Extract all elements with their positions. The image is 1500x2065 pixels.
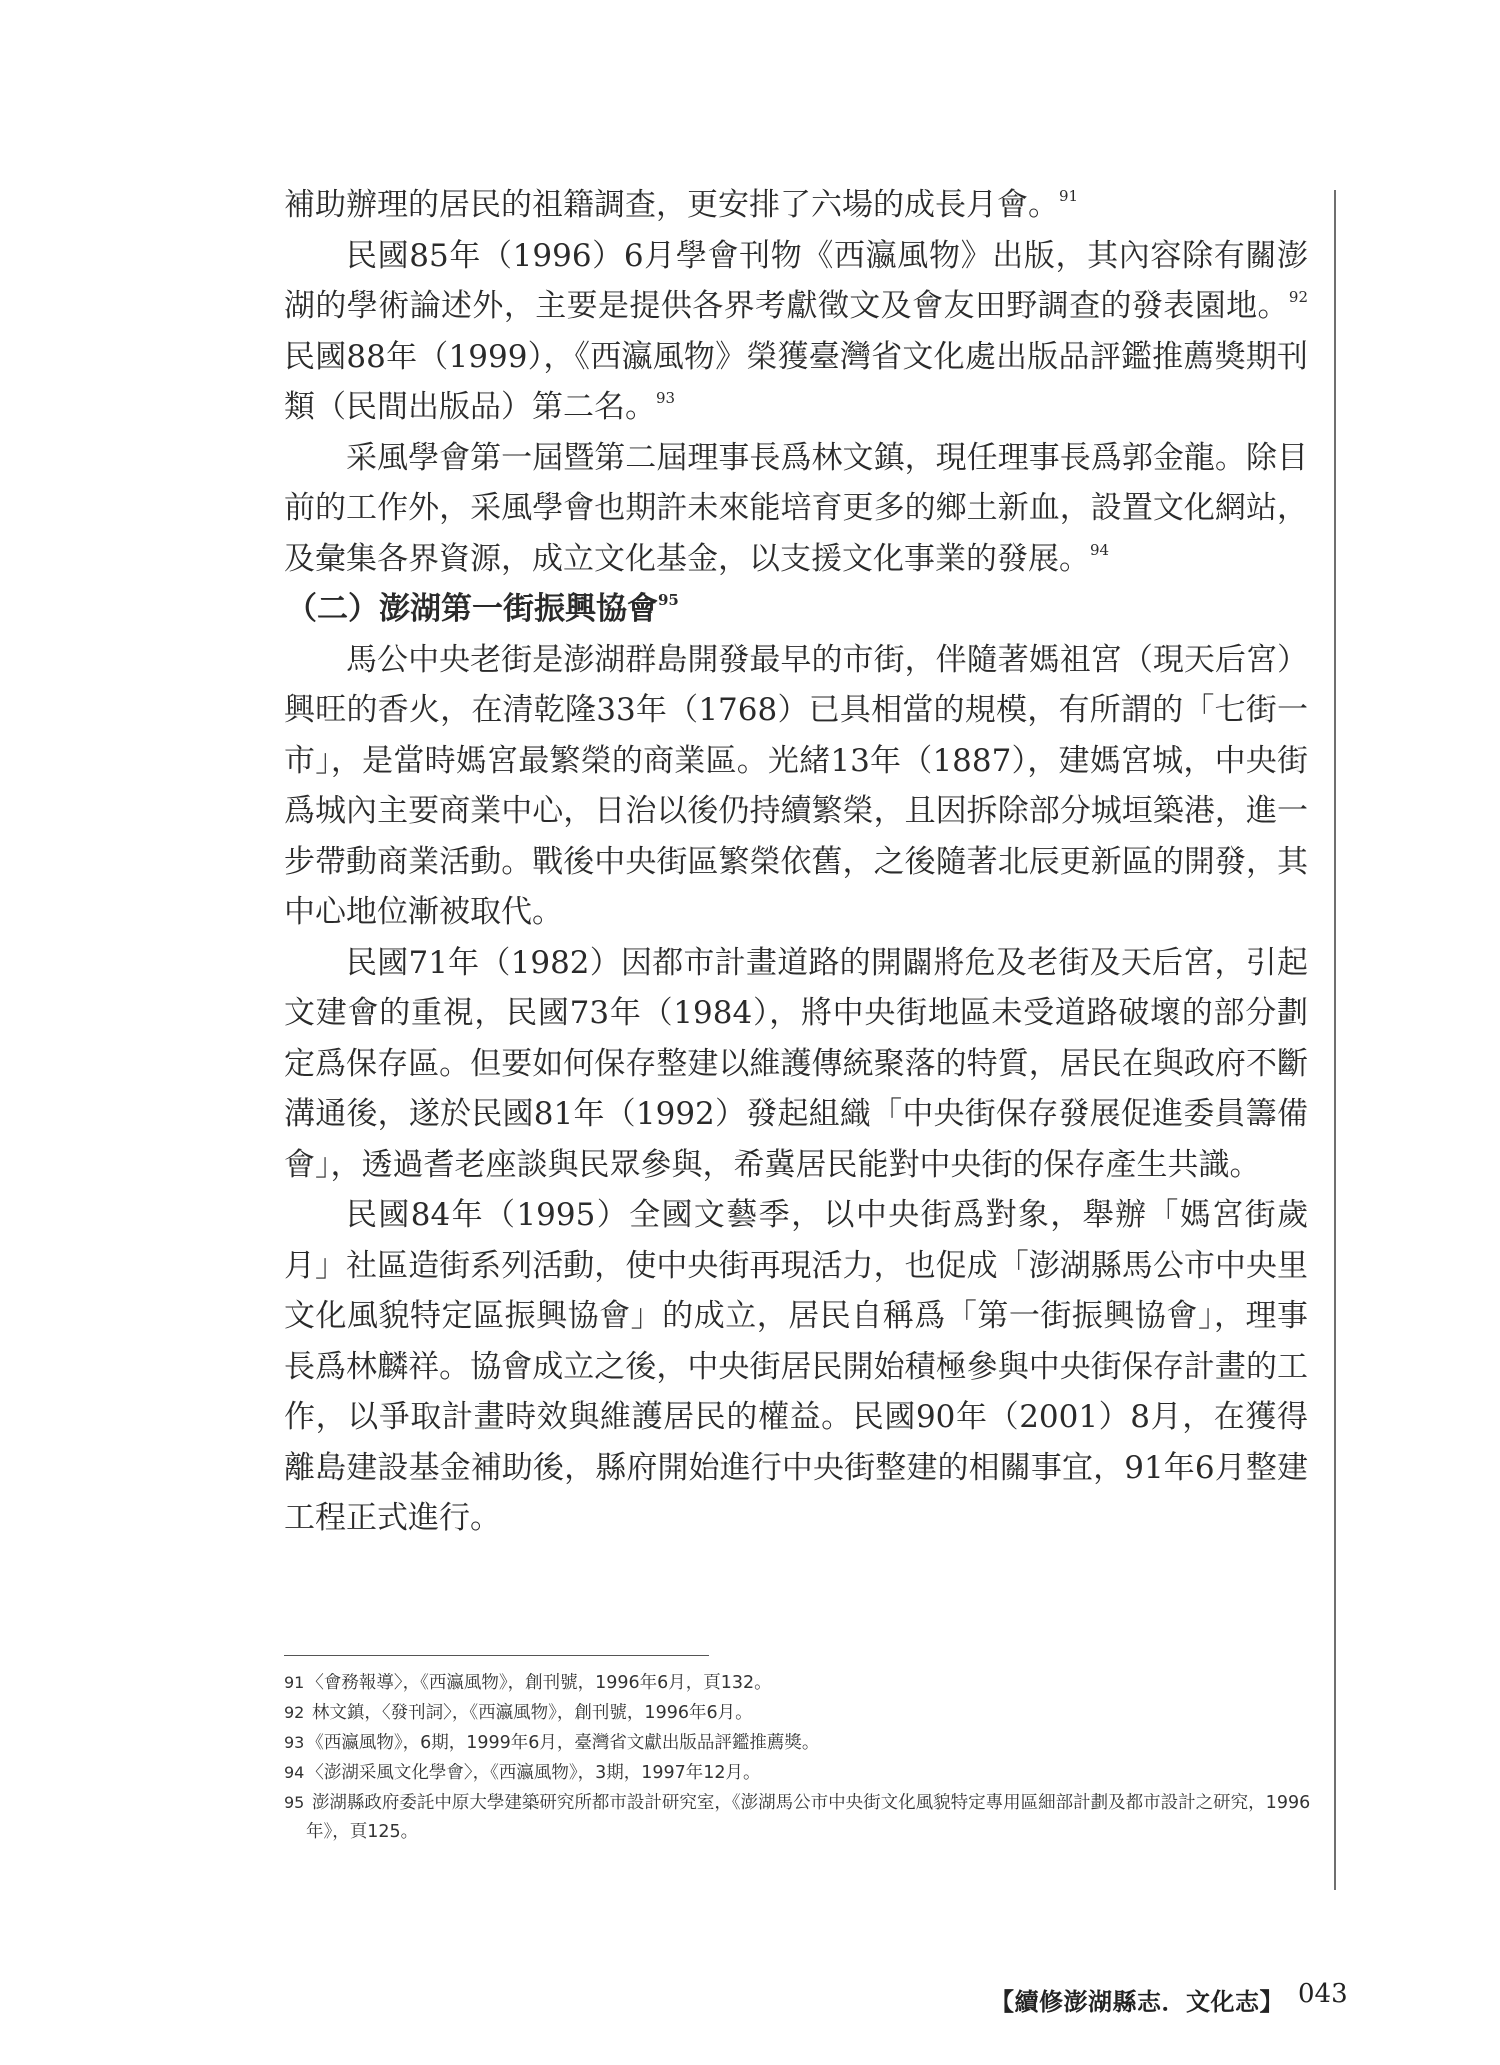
- footnote-ref: 92: [1288, 288, 1308, 306]
- footnote: 91 〈會務報導〉，《西瀛風物》，創刊號，1996年6月，頁132。: [284, 1673, 772, 1693]
- footnote-ref: 91: [1059, 187, 1079, 205]
- footnote: 93 《西瀛風物》，6期，1999年6月，臺灣省文獻出版品評鑑推薦獎。: [284, 1733, 820, 1753]
- footnote-ref: 93: [656, 389, 676, 407]
- footnote: 92 林文鎮，〈發刊詞〉，《西瀛風物》，創刊號，1996年6月。: [284, 1703, 753, 1723]
- footnote: 94 〈澎湖采風文化學會〉，《西瀛風物》，3期，1997年12月。: [284, 1763, 761, 1783]
- paragraph: 民國84年（1995）全國文藝季，以中央街爲對象，舉辦「媽宮街歲月」社區造街系列活動，使中央街再現活力，也促成「澎湖縣馬公市中央里文化風貌特定區振興協會」的成立，居民自稱爲「第一街振興協會」，理事長爲林麟祥。協會成立之後，中央街居民開始積極參與中央街保存計畫的工作，以爭取計畫時效與維護居民的權益。民國90年（2001）8月，在獲得離島建設基金補助後，縣府開始進行中央街整建的相關事宜，91年6月整建工程正式進行。: [284, 1197, 1308, 1536]
- paragraph-continuation: 補助辦理的居民的祖籍調查，更安排了六場的成長月會。$^{91}$: [284, 187, 1079, 223]
- paragraph: 采風學會第一屆暨第二屆理事長爲林文鎮，現任理事長爲郭金龍。除目前的工作外，采風學會也期許未來能培育更多的鄉土新血，設置文化網站，及彙集各界資源，成立文化基金，以支援文化事業的發展。$^{94}$: [284, 439, 1308, 577]
- paragraph: 馬公中央老街是澎湖群島開發最早的市街，伴隨著媽祖宮（現天后宮）興旺的香火，在清乾隆33年（1768）已具相當的規模，有所謂的「七街一市」，是當時媽宮最繁榮的商業區。光緒13年（1887），建媽宮城，中央街爲城內主要商業中心，日治以後仍持續繁榮，且因拆除部分城垣築港，進一步帶動商業活動。戰後中央街區繁榮依舊，之後隨著北辰更新區的開發，其中心地位漸被取代。: [284, 641, 1308, 930]
- margin-rule: [1334, 190, 1336, 1890]
- footnote-separator: [284, 1655, 709, 1656]
- paragraph: 民國71年（1982）因都市計畫道路的開闢將危及老街及天后宮，引起文建會的重視，民國73年（1984），將中央街地區未受道路破壞的部分劃定爲保存區。但要如何保存整建以維護傳統聚落的特質，居民在與政府不斷溝通後，遂於民國81年（1992）發起組織「中央街保存發展促進委員籌備會」，透過耆老座談與民眾參與，希冀居民能對中央街的保存產生共識。: [284, 944, 1308, 1183]
- running-title: 【續修澎湖縣志．文化志】: [990, 1987, 1284, 2016]
- body-text: [284, 180, 1308, 1544]
- page-number: 043: [1298, 1979, 1348, 2009]
- section-heading: （二）澎湖第一街振興協會$^{95}$: [286, 591, 679, 627]
- footnote-ref: 94: [1090, 540, 1110, 559]
- footnotes: [284, 1668, 1314, 1847]
- footnote: 95 澎湖縣政府委託中原大學建築研究所都市設計研究室，《澎湖馬公市中央街文化風貌特定專用區細部計劃及都市設計之研究，1996年》，頁125。: [284, 1793, 1311, 1842]
- footnote-ref: 95: [658, 591, 679, 609]
- paragraph: 民國85年（1996）6月學會刊物《西瀛風物》出版，其內容除有關澎湖的學術論述外，主要是提供各界考獻徵文及會友田野調查的發表園地。$^{92}$民國88年（1999），《西瀛風物》榮獲臺灣省文化處出版品評鑑推薦獎期刊類（民間出版品）第二名。$^{93}$: [284, 237, 1308, 425]
